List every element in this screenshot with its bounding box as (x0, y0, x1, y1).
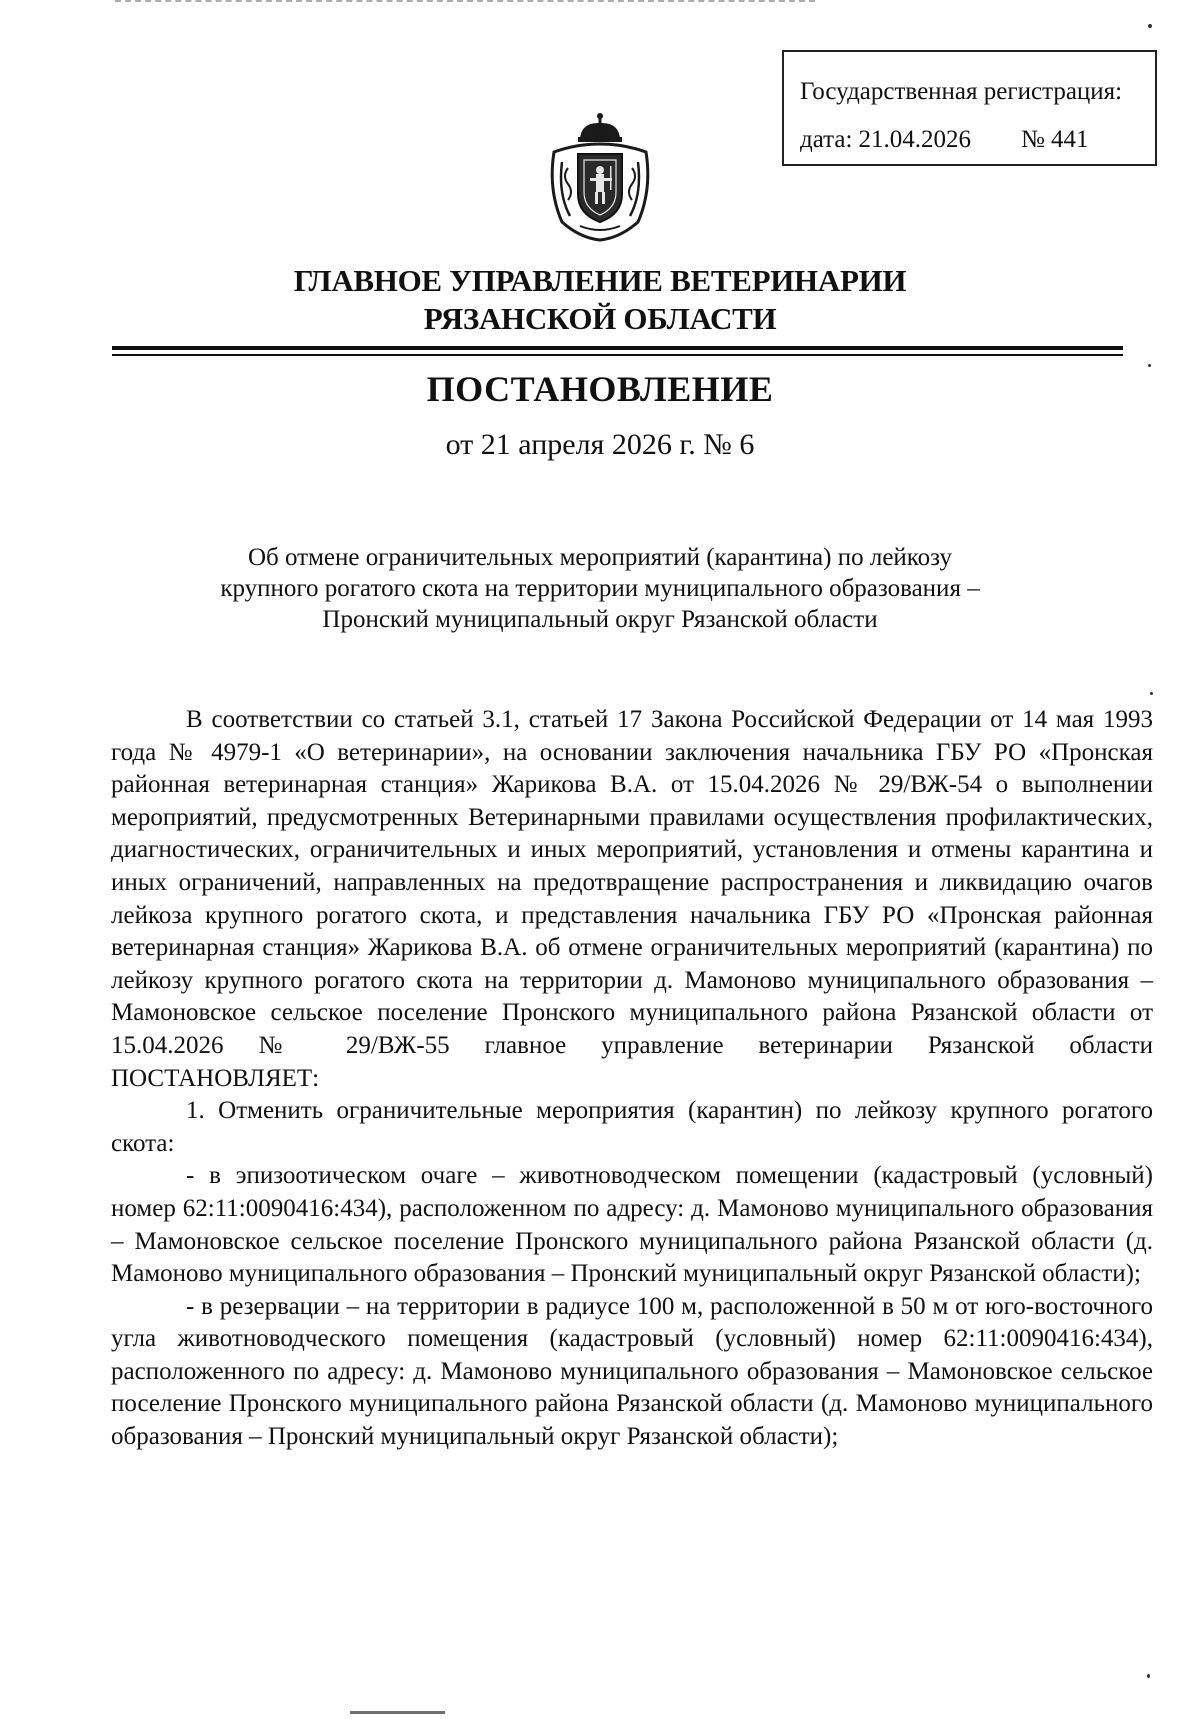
item-1-b: - в резервации – на территории в радиусе 100 м, расположенной в 50 м от юго-восточного угла животноводческого помещения (кадастровый (условный) номер 62:11:0090416:434), расположенного по адресу: д. Мамоново муниципального образования – Мамоновское сельское поселение Пронского муниципального района Рязанской области (д. Мамоново муниципального образования – Пронский муниципальный округ Рязанской области); (111, 1292, 1153, 1451)
document-kind: ПОСТАНОВЛЕНИЕ (426, 369, 774, 409)
document-date-number: от 21 апреля 2026 г. № 6 (445, 428, 755, 461)
scan-speck (1150, 692, 1153, 695)
document-subject (150, 542, 1050, 635)
scan-speck (1147, 1674, 1150, 1678)
scan-artifact-bottom (350, 1711, 445, 1714)
registration-title: Государственная регистрация: (800, 78, 1123, 105)
item-1-a: - в эпизоотическом очаге – животноводческом помещении (кадастровый (условный) номер 62:11:0090416:434), расположенном по адресу: д. Мамоново муниципального образования – Мамоновское сельское поселение Пронского муниципального района Рязанской области (д. Мамоново муниципального образования – Пронский муниципальный округ Рязанской области); (111, 1162, 1153, 1288)
scan-speck (1148, 24, 1152, 28)
document-body (111, 704, 1153, 1454)
organization-title-line-2: РЯЗАНСКОЙ ОБЛАСТИ (423, 301, 777, 336)
decree-word: ПОСТАНОВЛЯЕТ: (111, 1064, 320, 1092)
subject-line: крупного рогатого скота на территории муниципального образования – (220, 575, 980, 602)
registration-number: № 441 (1020, 126, 1089, 153)
header-rule-thin (112, 354, 1123, 356)
subject-line: Пронский муниципальный округ Рязанской области (322, 606, 878, 633)
registration-date-label: дата: (800, 126, 853, 153)
scan-artifact-top (115, 0, 815, 4)
organization-title-line-1: ГЛАВНОЕ УПРАВЛЕНИЕ ВЕТЕРИНАРИИ (293, 263, 907, 298)
item-1: 1. Отменить ограничительные мероприятия (карантин) по лейкозу крупного рогатого скота: (111, 1097, 1153, 1157)
coat-of-arms-icon (540, 110, 660, 245)
header-rule-thick (112, 346, 1123, 350)
registration-stamp (782, 50, 1157, 166)
registration-details (800, 116, 1155, 164)
scan-speck (1148, 364, 1151, 367)
subject-line: Об отмене ограничительных мероприятий (карантина) по лейкозу (247, 544, 953, 571)
preamble-paragraph: В соответствии со статьей 3.1, статьей 17 Закона Российской Федерации от 14 мая 1993 года № 4979-1 «О ветеринарии», на основании заключения начальника ГБУ РО «Пронская районная ветеринарная станция» Жарикова В.А. от 15.04.2026 № 29/ВЖ-54 о выполнении мероприятий, предусмотренных Ветеринарными правилами осуществления профилактических, диагностических, ограничительных и иных мероприятий, установления и отмены карантина и иных ограничений, направленных на предотвращение распространения и ликвидацию очагов лейкоза крупного рогатого скота, и представления начальника ГБУ РО «Пронская районная ветеринарная станция» Жарикова В.А. об отмене ограничительных мероприятий (карантина) по лейкозу крупного рогатого скота на территории д. Мамоново муниципального образования – Мамоновское сельское поселение Пронского муниципального района Рязанской области от 15.04.2026 № 29/ВЖ-55 главное управление ветеринарии Рязанской области (111, 706, 1153, 1059)
registration-date: 21.04.2026 (858, 126, 971, 153)
